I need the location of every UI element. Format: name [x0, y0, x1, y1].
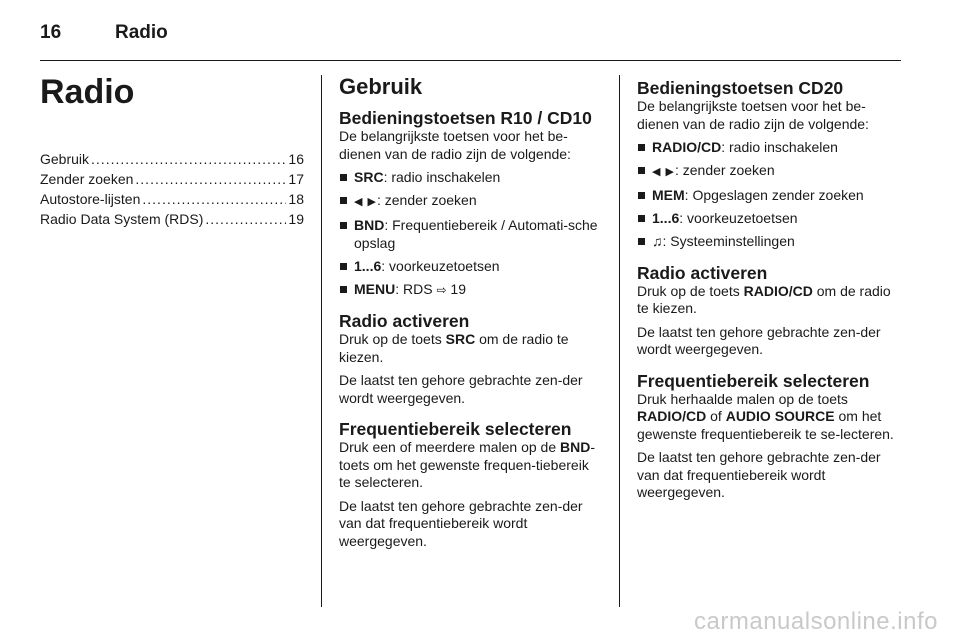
watermark: carmanualsonline.info	[694, 608, 938, 635]
list-item: RADIO/CD: radio inschakelen	[637, 139, 901, 157]
list-item: BND: Frequentiebereik / Automati-sche opslag	[339, 217, 603, 252]
activate-text: Druk op de toets RADIO/CD om de radio te kiezen.	[637, 282, 891, 316]
key-label: 1...6	[652, 210, 680, 226]
activate-text: Druk op de toets SRC om de radio te kiezen.	[339, 331, 569, 365]
table-of-contents	[40, 149, 304, 229]
toc-item-page: 17	[288, 171, 304, 187]
controls-intro-text: De belangrijkste toetsen voor het be-dienen van de radio zijn de volgende:	[637, 98, 869, 132]
subheading-frequentiebereik: Frequentiebereik selecteren	[339, 419, 572, 439]
list-item: 1...6: voorkeuzetoetsen	[339, 258, 603, 276]
toc-item-gebruik[interactable]	[40, 149, 304, 169]
toc-leader-dots	[91, 149, 286, 169]
last-heard-text: De laatst ten gehore gebrachte zen-der wordt weergegeven.	[637, 323, 881, 357]
toc-leader-dots	[205, 209, 286, 229]
subheading-controls-cd20: Bedieningstoetsen CD20	[637, 78, 844, 98]
key-label: SRC	[354, 169, 384, 185]
subheading-frequentiebereik: Frequentiebereik selecteren	[637, 370, 870, 391]
list-item: MEM: Opgeslagen zender zoeken	[637, 187, 901, 205]
toc-item-zender-zoeken[interactable]	[40, 169, 304, 189]
key-label: 1...6	[354, 257, 382, 274]
key-label: MEM	[652, 187, 685, 203]
header-section-title: Radio	[115, 22, 168, 43]
toc-item-page: 16	[288, 151, 304, 167]
page-header	[40, 18, 168, 48]
controls-list-r10-cd10	[339, 169, 603, 299]
frequency-band-text: Druk herhaalde malen op de toets RADIO/CD of AUDIO SOURCE om het gewenste frequentiebereik te se-lecteren.	[637, 390, 894, 442]
subheading-radio-activeren: Radio activeren	[637, 262, 768, 283]
chapter-toc-column	[40, 72, 304, 229]
list-item: 1...6: voorkeuzetoetsen	[637, 210, 901, 228]
controls-list-cd20	[637, 139, 901, 251]
subheading-radio-activeren: Radio activeren	[339, 311, 470, 331]
toc-item-label: Autostore-lijsten	[40, 191, 141, 207]
toc-item-page: 18	[288, 191, 304, 207]
toc-item-page: 19	[288, 211, 304, 227]
frequency-result-text: De laatst ten gehore gebrachte zen-der van dat frequentiebereik wordt weergegeven.	[637, 449, 881, 500]
list-item: ◀ ▶: zender zoeken	[637, 162, 901, 182]
seek-arrows-icon: ◀ ▶	[652, 166, 675, 178]
last-heard-text: De laatst ten gehore gebrachte zen-der wordt weergegeven.	[339, 372, 583, 406]
toc-item-autostore-lijsten[interactable]	[40, 189, 304, 209]
header-divider	[40, 60, 901, 61]
toc-leader-dots	[142, 189, 286, 209]
list-item: ◀ ▶: zender zoeken	[339, 192, 603, 212]
gebruik-column	[339, 72, 603, 556]
page-number: 16	[40, 22, 62, 43]
toc-item-label: Gebruik	[40, 151, 90, 167]
list-item: MENU: RDS ⇨ 19	[339, 281, 603, 300]
frequency-band-text: Druk een of meerdere malen op de BND-toets om het gewenste frequen-tiebereik te selecteren.	[339, 439, 596, 490]
column-divider-left	[321, 75, 322, 607]
key-label: BND	[354, 217, 385, 233]
list-item: SRC: radio inschakelen	[339, 169, 603, 187]
page-reference-arrow-icon: ⇨	[436, 282, 447, 297]
page-reference-link[interactable]: 19	[450, 280, 466, 297]
frequency-result-text: De laatst ten gehore gebrachte zen-der van dat frequentiebereik wordt weergegeven.	[339, 497, 583, 549]
cd20-column	[637, 72, 901, 508]
key-label: RADIO/CD	[652, 139, 722, 155]
subheading-controls-r10-cd10: Bedieningstoetsen R10 / CD10	[339, 108, 592, 128]
column-divider-right	[619, 75, 620, 607]
toc-item-rds[interactable]	[40, 209, 304, 229]
list-item: ♫: Systeeminstellingen	[637, 233, 901, 251]
key-label: MENU	[354, 280, 396, 297]
chapter-title: Radio	[40, 73, 135, 111]
toc-leader-dots	[135, 169, 286, 189]
settings-note-icon: ♫	[652, 233, 663, 249]
section-heading-gebruik: Gebruik	[339, 74, 423, 99]
toc-item-label: Zender zoeken	[40, 171, 134, 187]
toc-item-label: Radio Data System (RDS)	[40, 211, 204, 227]
seek-arrows-icon: ◀ ▶	[354, 196, 377, 208]
controls-intro-text: De belangrijkste toetsen voor het be-dienen van de radio zijn de volgende:	[339, 128, 571, 162]
